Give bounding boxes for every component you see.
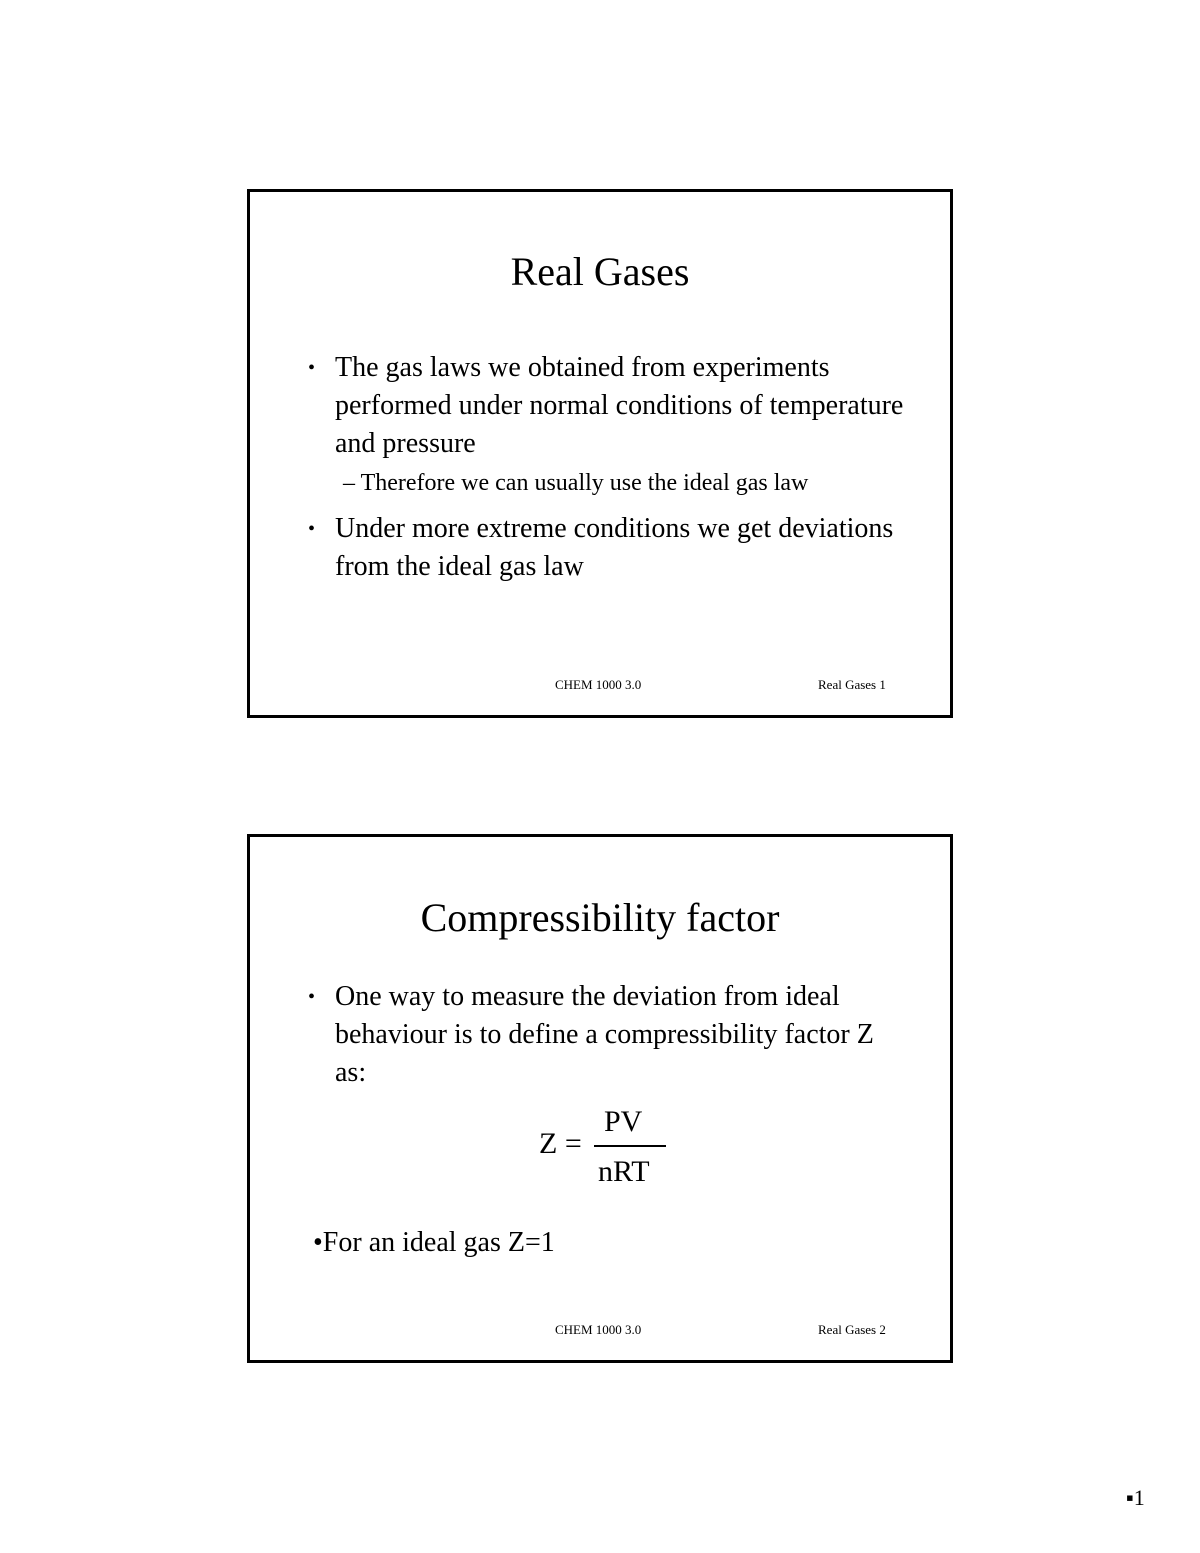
footer-course: CHEM 1000 3.0 [555, 677, 642, 692]
bullet-text: One way to measure the deviation from ideal behaviour is to define a compressibility factor Z as: [335, 981, 874, 1088]
page-number: ▪1 [1126, 1485, 1145, 1510]
bullet-text: Under more extreme conditions we get deviations from the ideal gas law [335, 513, 894, 582]
footer-page-label: Real Gases 2 [818, 1322, 886, 1337]
fraction-bar [594, 1145, 666, 1147]
footer-page-label: Real Gases 1 [818, 677, 886, 692]
bullet-item [308, 349, 908, 463]
compressibility-formula [539, 1107, 679, 1197]
formula-lhs: Z = [539, 1127, 582, 1160]
bullet-text: The gas laws we obtained from experiments performed under normal conditions of temperature and pressure [335, 352, 904, 459]
slide-real-gases [247, 189, 953, 718]
sub-bullet-item: – Therefore we can usually use the ideal gas law [343, 470, 809, 496]
slide-compressibility-factor [247, 834, 953, 1363]
bullet-icon: • [308, 518, 316, 540]
footer-course: CHEM 1000 3.0 [555, 1322, 642, 1337]
bullet-item [308, 510, 908, 586]
bullet-icon: • [308, 357, 316, 379]
slide-title: Real Gases [510, 249, 690, 294]
formula-numerator: PV [604, 1105, 643, 1138]
ideal-gas-note: •For an ideal gas Z=1 [313, 1227, 555, 1258]
bullet-icon: • [308, 986, 316, 1008]
slide-title: Compressibility factor [420, 895, 780, 940]
bullet-item [308, 978, 908, 1092]
formula-denominator: nRT [598, 1155, 650, 1188]
